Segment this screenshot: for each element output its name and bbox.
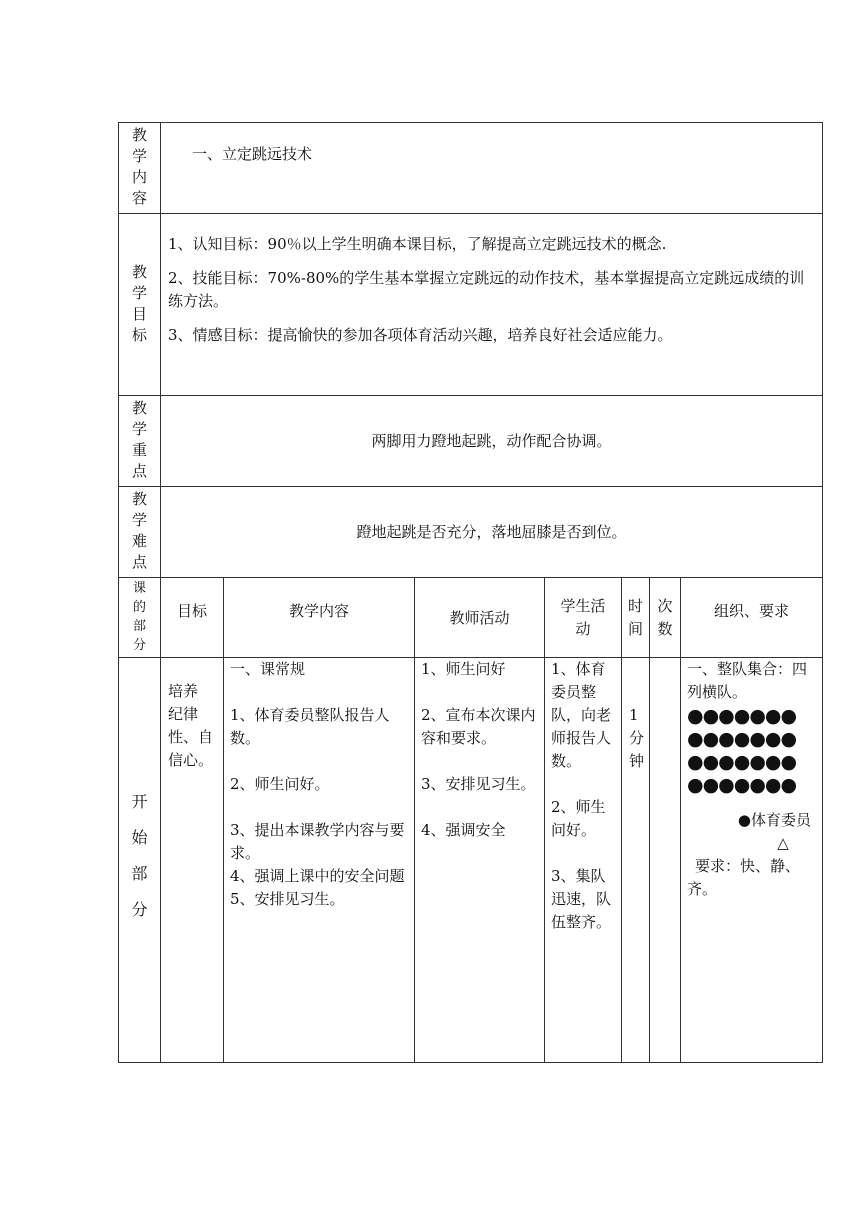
row-label-objectives: 教 学 目 标 (131, 263, 147, 344)
objective-item: 2、技能目标：70%-80%的学生基本掌握立定跳远的动作技术，基本掌握提高立定跳远成绩的训练方法。 (168, 269, 805, 310)
header-goal: 目标 (176, 601, 207, 620)
header-time: 时 间 (627, 597, 643, 638)
formation-dots: ●●●●●●● ●●●●●●● ●●●●●●● ●●●●●●● (687, 705, 797, 796)
header-content: 教学内容 (288, 601, 349, 620)
row-label-difficulty: 教 学 难 点 (131, 490, 147, 571)
start-content: 一、课常规 1、体育委员整队报告人数。 2、师生问好。 3、提出本课教学内容与要求。 4、强调上课中的安全问题 5、安排见习生。 (230, 660, 405, 908)
key-point-text: 两脚用力蹬地起跳，动作配合协调。 (371, 431, 612, 450)
start-time: 1 分 钟 (629, 706, 645, 770)
header-part: 课 的 部 分 (132, 581, 146, 653)
teacher-position-symbol: △ (777, 834, 789, 852)
start-student-activity: 1、体育委员整队，向老师报告人数。 2、师生问好。 3、集队迅速，队伍整齐。 (551, 660, 612, 931)
header-organization: 组织、要求 (713, 601, 789, 620)
row-label-content: 教 学 内 容 (131, 126, 147, 207)
header-count: 次 数 (657, 597, 673, 638)
header-teacher: 教师活动 (449, 608, 510, 627)
sports-monitor-marker: ●体育委员 (737, 811, 811, 829)
formation-requirement: 要求：快、静、齐。 (687, 857, 801, 898)
start-organization (687, 658, 819, 901)
start-goal: 培养 纪律 性、自 信心。 (168, 682, 214, 769)
header-student: 学生活 动 (560, 597, 606, 638)
formation-intro: 一、整队集合：四 列横队。 (687, 660, 808, 701)
objective-item: 3、情感目标：提高愉快的参加各项体育活动兴趣，培养良好社会适应能力。 (168, 326, 673, 344)
objective-item: 1、认知目标：90％以上学生明确本课目标，了解提高立定跳远技术的概念. (168, 235, 667, 253)
section-start-label: 开 始 部 分 (131, 792, 148, 919)
difficulty-text: 蹬地起跳是否充分，落地屈膝是否到位。 (356, 522, 627, 541)
start-teacher-activity: 1、师生问好 2、宣布本次课内容和要求。 3、安排见习生。 4、强调安全 (421, 660, 536, 839)
objectives-list (168, 233, 814, 347)
teaching-content-text: 一、立定跳远技术 (192, 145, 313, 163)
row-label-key-point: 教 学 重 点 (131, 399, 147, 480)
